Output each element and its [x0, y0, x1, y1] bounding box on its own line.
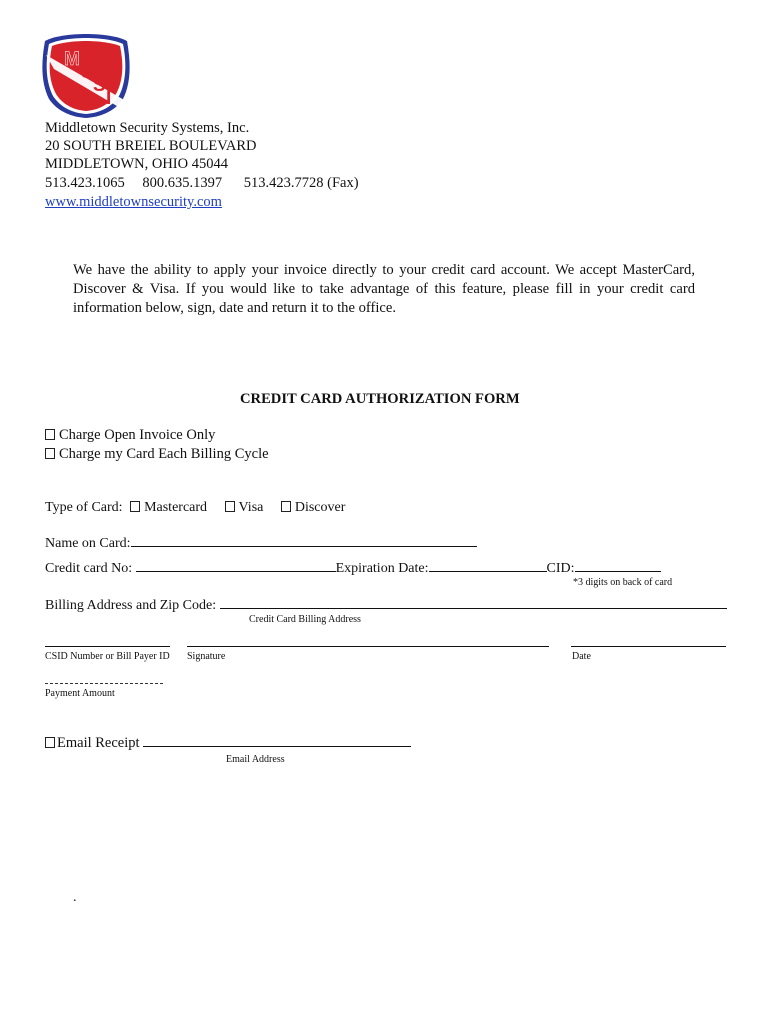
name-on-card-label: Name on Card:: [45, 536, 131, 551]
checkbox[interactable]: [225, 501, 235, 512]
phone-primary: 513.423.1065: [45, 175, 125, 191]
card-type-label: Type of Card:: [45, 500, 123, 515]
card-number-label: Credit card No:: [45, 561, 136, 576]
card-type-discover[interactable]: [281, 500, 346, 515]
logo-letter-s2: S: [93, 75, 106, 96]
card-number-row: [45, 559, 661, 577]
charge-option-label: Charge my Card Each Billing Cycle: [59, 446, 269, 462]
website-link[interactable]: www.middletownsecurity.com: [45, 194, 222, 210]
footer-mark: .: [73, 890, 77, 905]
charge-option-label: Charge Open Invoice Only: [59, 427, 216, 443]
charge-option-billing-cycle[interactable]: [45, 446, 269, 463]
card-type-visa-label: Visa: [238, 500, 264, 515]
logo-letter-s1: S: [81, 62, 94, 83]
cid-label: CID:: [546, 561, 575, 576]
billing-address-row: [45, 596, 727, 614]
phone-fax: 513.423.7728 (Fax): [243, 175, 359, 191]
payment-amount-caption: Payment Amount: [45, 688, 115, 699]
phone-tollfree: 800.635.1397: [142, 175, 223, 191]
cid-note: *3 digits on back of card: [573, 577, 673, 588]
billing-address-caption: Credit Card Billing Address: [249, 614, 361, 625]
card-type-visa[interactable]: [225, 500, 264, 515]
signature-field[interactable]: [187, 646, 549, 647]
expiration-field[interactable]: [429, 559, 547, 572]
charge-option-open-invoice[interactable]: [45, 427, 215, 444]
billing-address-field[interactable]: [220, 596, 727, 609]
date-caption: Date: [572, 651, 591, 662]
intro-paragraph: We have the ability to apply your invoice directly to your credit card account. We accept MasterCard, Discover & Visa. If you would like to take advantage of this feature, please fill in your credit card information below, sign, date and return it to the office.: [73, 262, 695, 316]
card-type-discover-label: Discover: [294, 500, 346, 515]
logo-letter-i: I: [106, 88, 112, 109]
email-receipt-row: [45, 734, 411, 752]
payment-amount-field[interactable]: [45, 683, 163, 684]
company-phones: [45, 174, 359, 193]
company-city: MIDDLETOWN, OHIO 45044: [45, 156, 228, 172]
cid-field[interactable]: [575, 559, 661, 572]
expiration-label: Expiration Date:: [335, 561, 429, 576]
name-on-card-field[interactable]: [131, 534, 477, 547]
checkbox[interactable]: [45, 429, 55, 440]
company-logo-shield: [40, 33, 132, 119]
card-type-mastercard-label: Mastercard: [144, 500, 208, 515]
name-on-card-row: [45, 534, 477, 552]
csid-field[interactable]: [45, 646, 170, 647]
form-title: CREDIT CARD AUTHORIZATION FORM: [240, 391, 520, 407]
checkbox[interactable]: [45, 448, 55, 459]
email-receipt-label: Email Receipt: [57, 735, 144, 751]
csid-caption: CSID Number or Bill Payer ID: [45, 651, 170, 662]
checkbox[interactable]: [130, 501, 140, 512]
date-field[interactable]: [571, 646, 726, 647]
email-receipt-checkbox[interactable]: [45, 737, 55, 748]
company-street: 20 SOUTH BREIEL BOULEVARD: [45, 138, 257, 154]
card-number-field[interactable]: [136, 559, 336, 572]
card-type-mastercard[interactable]: [130, 500, 207, 515]
email-address-caption: Email Address: [226, 754, 285, 765]
card-type-row: [45, 500, 345, 516]
email-address-field[interactable]: [143, 734, 411, 747]
signature-caption: Signature: [187, 651, 226, 662]
checkbox[interactable]: [281, 501, 291, 512]
billing-address-label: Billing Address and Zip Code:: [45, 598, 220, 613]
logo-letter-m: M: [64, 49, 80, 70]
company-name: Middletown Security Systems, Inc.: [45, 120, 250, 136]
